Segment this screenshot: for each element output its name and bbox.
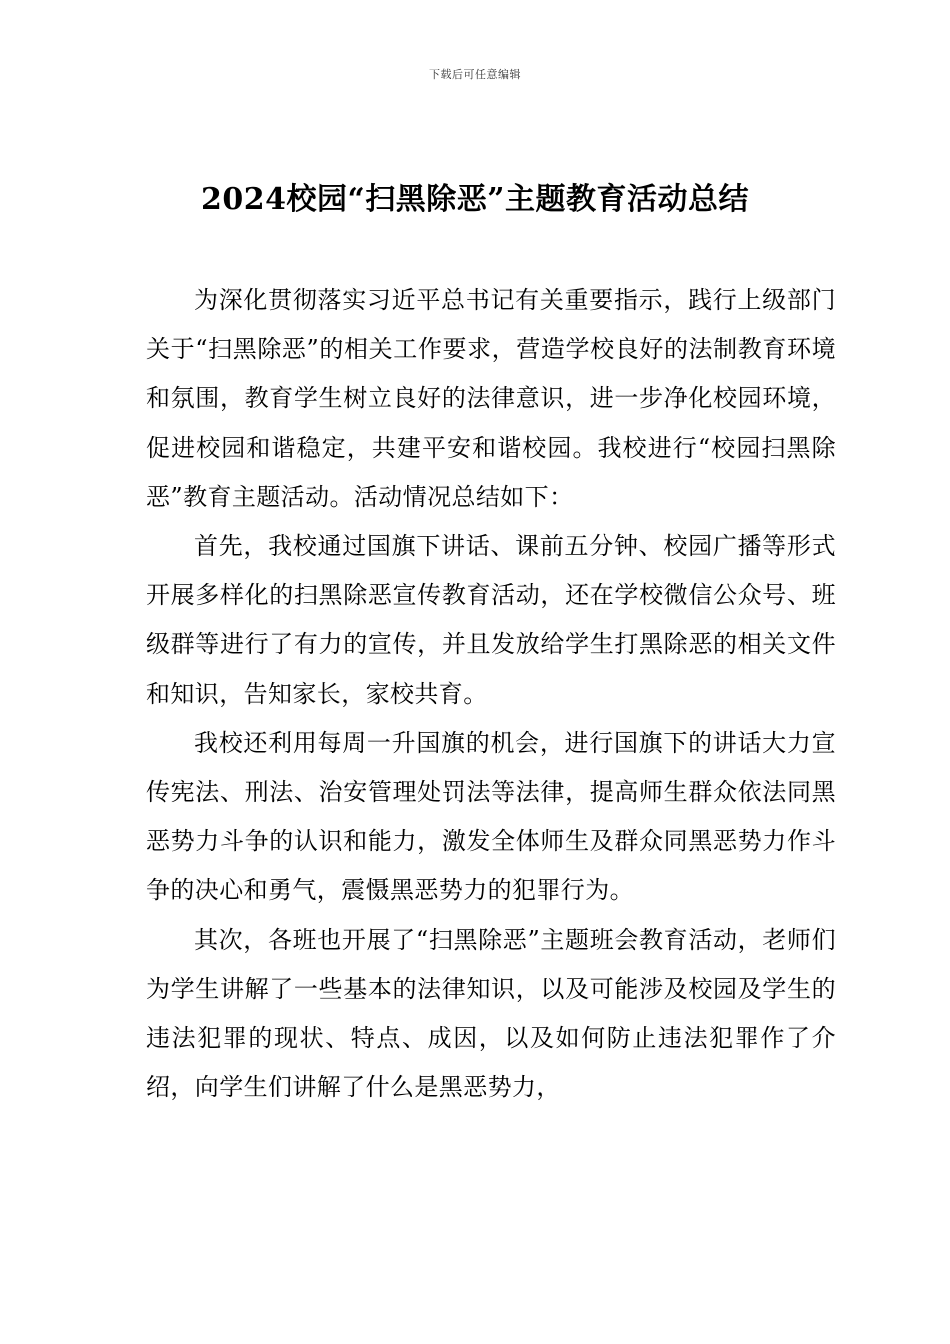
document-title: 2024校园“扫黑除恶”主题教育活动总结 [200, 182, 749, 217]
paragraph-first: 首先，我校通过国旗下讲话、课前五分钟、校园广播等形式开展多样化的扫黑除恶宣传教育活动，还在学校微信公众号、班级群等进行了有力的宣传，并且发放给学生打黑除恶的相关文件和知识，告知家长，家校共育。 [146, 532, 836, 708]
paragraph-intro: 为深化贯彻落实习近平总书记有关重要指示，践行上级部门关于“扫黑除恶”的相关工作要求，营造学校良好的法制教育环境和氛围，教育学生树立良好的法律意识，进一步净化校园环境，促进校园和谐稳定，共建平安和谐校园。我校进行“校园扫黑除恶”教育主题活动。活动情况总结如下： [146, 286, 836, 511]
paragraph-flag-speech: 我校还利用每周一升国旗的机会，进行国旗下的讲话大力宣传宪法、刑法、治安管理处罚法等法律，提高师生群众依法同黑恶势力斗争的认识和能力，激发全体师生及群众同黑恶势力作斗争的决心和勇气，震慑黑恶势力的犯罪行为。 [146, 728, 836, 905]
paragraph-second: 其次，各班也开展了“扫黑除恶”主题班会教育活动，老师们为学生讲解了一些基本的法律知识，以及可能涉及校园及学生的违法犯罪的现状、特点、成因，以及如何防止违法犯罪作了介绍，向学生们讲解了什么是黑恶势力， [146, 925, 836, 1102]
header-note: 下载后可任意编辑 [429, 68, 521, 81]
document-body [146, 276, 836, 1112]
